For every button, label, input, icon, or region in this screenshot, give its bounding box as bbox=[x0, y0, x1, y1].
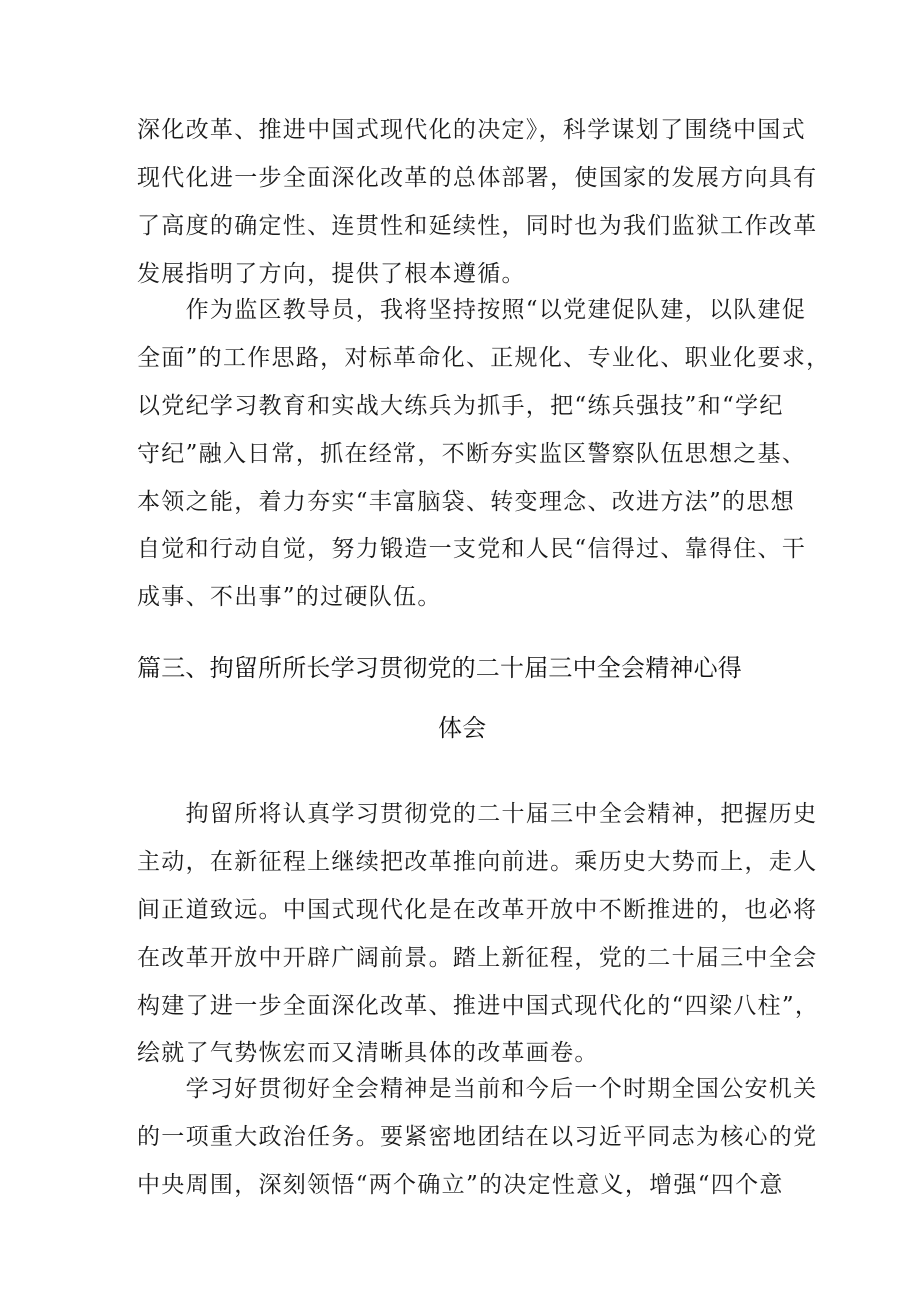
text-line: 自觉和行动自觉，努力锻造一支党和人民“信得过、靠得住、干 bbox=[137, 536, 807, 562]
text-line: 主动，在新征程上继续把改革推向前进。乘历史大势而上，走人 bbox=[137, 849, 818, 875]
text-line: 构建了进一步全面深化改革、推进中国式现代化的“四梁八柱”， bbox=[137, 993, 820, 1019]
text-line: 拘留所将认真学习贯彻党的二十届三中全会精神，把握历史 bbox=[137, 801, 818, 827]
text-line: 中央周围，深刻领悟“两个确立”的决定性意义，增强“四个意 bbox=[137, 1172, 784, 1198]
text-line: 深化改革、推进中国式现代化的决定》，科学谋划了围绕中国式 bbox=[137, 117, 806, 143]
section-title-line-2: 体会 bbox=[438, 714, 487, 742]
text-line: 在改革开放中开辟广阔前景。踏上新征程，党的二十届三中全会 bbox=[137, 945, 818, 971]
text-line: 间正道致远。中国式现代化是在改革开放中不断推进的，也必将 bbox=[137, 897, 818, 923]
text-line: 学习好贯彻好全会精神是当前和今后一个时期全国公安机关 bbox=[137, 1076, 818, 1102]
text-line: 作为监区教导员，我将坚持按照“以党建促队建，以队建促 bbox=[137, 297, 807, 323]
text-line: 守纪”融入日常，抓在经常，不断夯实监区警察队伍思想之基、 bbox=[137, 441, 807, 467]
text-line: 绘就了气势恢宏而又清晰具体的改革画卷。 bbox=[137, 1040, 599, 1066]
text-line: 本领之能，着力夯实“丰富脑袋、转变理念、改进方法”的思想 bbox=[137, 489, 795, 515]
text-line: 发展指明了方向，提供了根本遵循。 bbox=[137, 261, 526, 287]
text-line: 成事、不出事”的过硬队伍。 bbox=[137, 584, 442, 610]
text-line: 了高度的确定性、连贯性和延续性，同时也为我们监狱工作改革 bbox=[137, 213, 818, 239]
text-line: 的一项重大政治任务。要紧密地团结在以习近平同志为核心的党 bbox=[137, 1124, 818, 1150]
text-line: 以党纪学习教育和实战大练兵为抓手，把“练兵强技”和“学纪 bbox=[137, 393, 784, 419]
text-line: 现代化进一步全面深化改革的总体部署，使国家的发展方向具有 bbox=[137, 165, 818, 191]
section-title-line-1: 篇三、拘留所所长学习贯彻党的二十届三中全会精神心得 bbox=[137, 654, 742, 682]
text-line: 全面”的工作思路，对标革命化、正规化、专业化、职业化要求， bbox=[137, 345, 831, 371]
